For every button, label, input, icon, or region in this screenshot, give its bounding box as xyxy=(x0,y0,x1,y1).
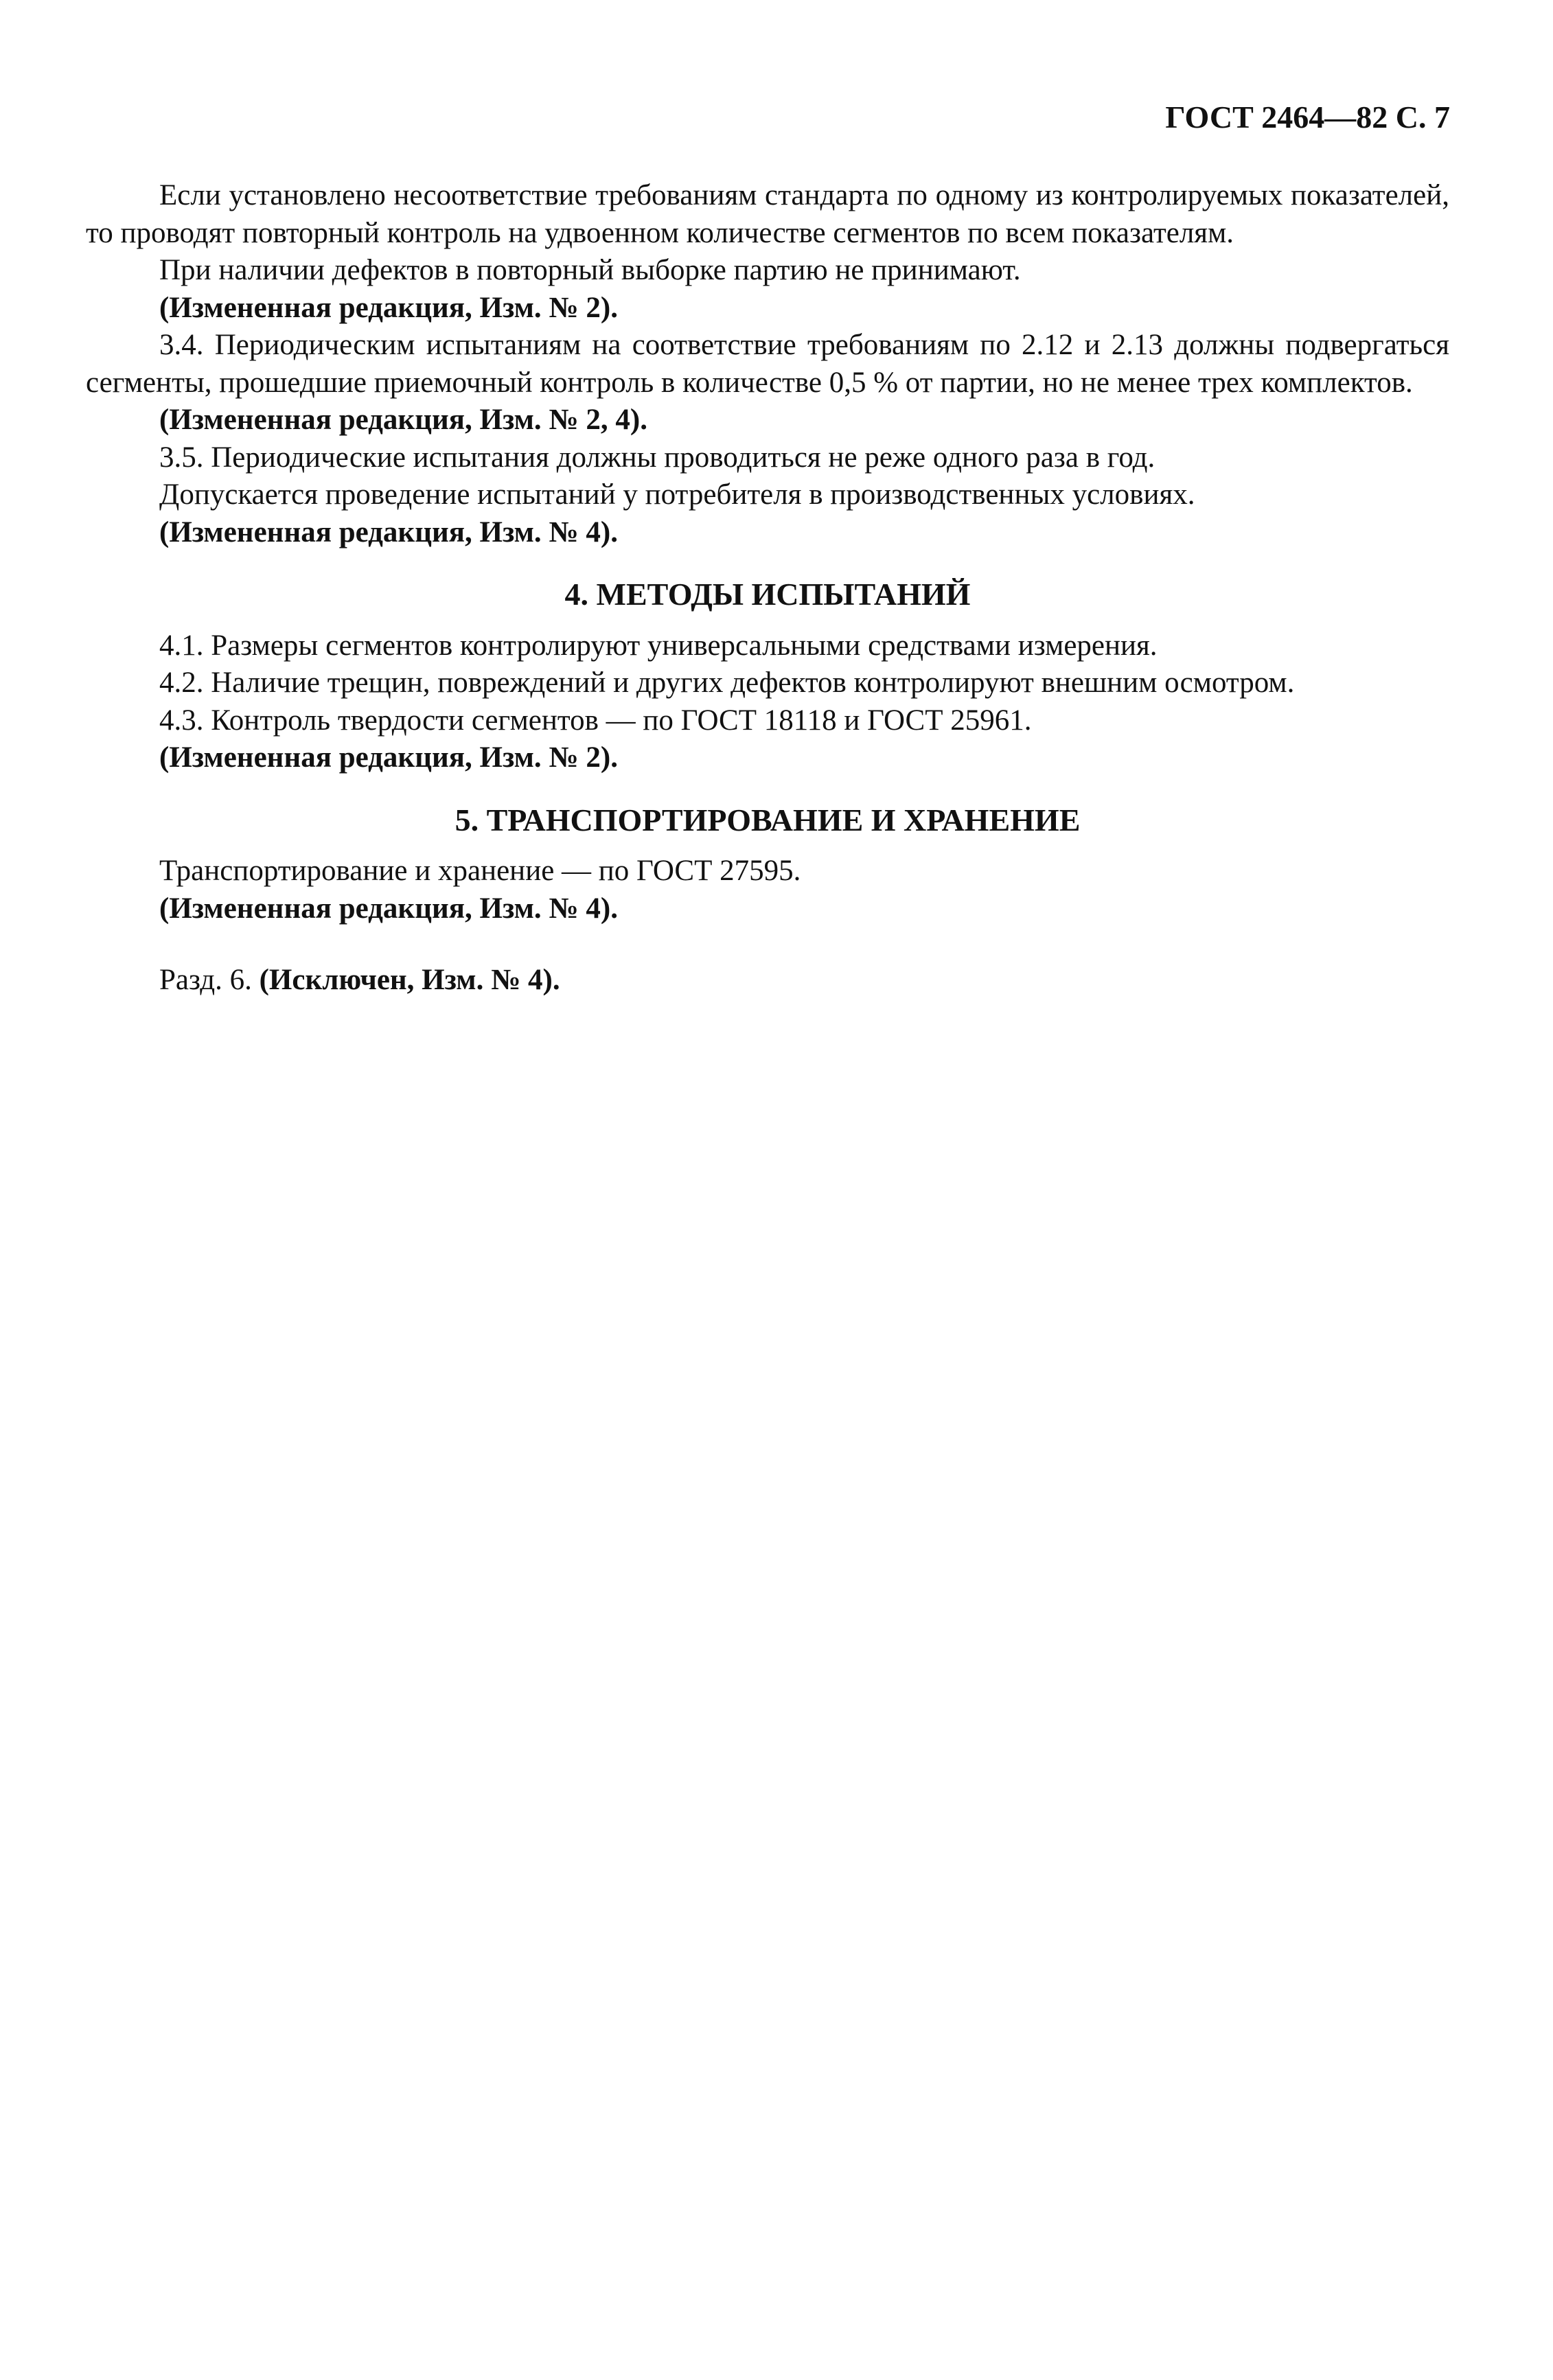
paragraph-3-5: 3.5. Периодические испытания должны проводиться не реже одного раза в год. xyxy=(159,441,1155,474)
page-content xyxy=(86,177,1449,1000)
section-6-excluded-note: (Исключен, Изм. № 4). xyxy=(259,964,560,996)
paragraph-4-3: 4.3. Контроль твердости сегментов — по ГОСТ 18118 и ГОСТ 25961. xyxy=(159,704,1032,737)
amendment-note: (Измененная редакция, Изм. № 2, 4). xyxy=(159,404,647,436)
section-heading-test-methods: 4. МЕТОДЫ ИСПЫТАНИЙ xyxy=(564,577,971,612)
paragraph-section-6 xyxy=(86,962,1449,1000)
section-heading-transport-storage: 5. ТРАНСПОРТИРОВАНИЕ И ХРАНЕНИЕ xyxy=(455,802,1081,837)
section-6-prefix: Разд. 6. xyxy=(159,964,252,996)
spacer xyxy=(86,927,1449,962)
amendment-note: (Измененная редакция, Изм. № 2). xyxy=(159,741,618,774)
paragraph-3-4: 3.4. Периодическим испытаниям на соответствие требованиям по 2.12 и 2.13 должны подвергаться сегменты, прошедшие приемочный контроль в количестве 0,5 % от партии, но не менее трех комплектов. xyxy=(86,329,1449,399)
paragraph-transport: Транспортирование и хранение — по ГОСТ 27595. xyxy=(159,855,801,887)
amendment-note: (Измененная редакция, Изм. № 4). xyxy=(159,516,618,548)
paragraph-defects: При наличии дефектов в повторный выборке партию не принимают. xyxy=(159,254,1021,286)
amendment-note: (Измененная редакция, Изм. № 2). xyxy=(159,291,618,324)
paragraph-4-1: 4.1. Размеры сегментов контролируют универсальными средствами измерения. xyxy=(159,629,1158,662)
amendment-note: (Измененная редакция, Изм. № 4). xyxy=(159,892,618,925)
paragraph-3-5-consumer: Допускается проведение испытаний у потребителя в производственных условиях. xyxy=(159,478,1195,511)
page-header: ГОСТ 2464—82 С. 7 xyxy=(1165,100,1450,135)
paragraph-retest: Если установлено несоответствие требованиям стандарта по одному из контролируемых показателей, то проводят повторный контроль на удвоенном количестве сегментов по всем показателям. xyxy=(86,179,1449,249)
paragraph-4-2: 4.2. Наличие трещин, повреждений и других дефектов контролируют внешним осмотром. xyxy=(159,667,1295,699)
